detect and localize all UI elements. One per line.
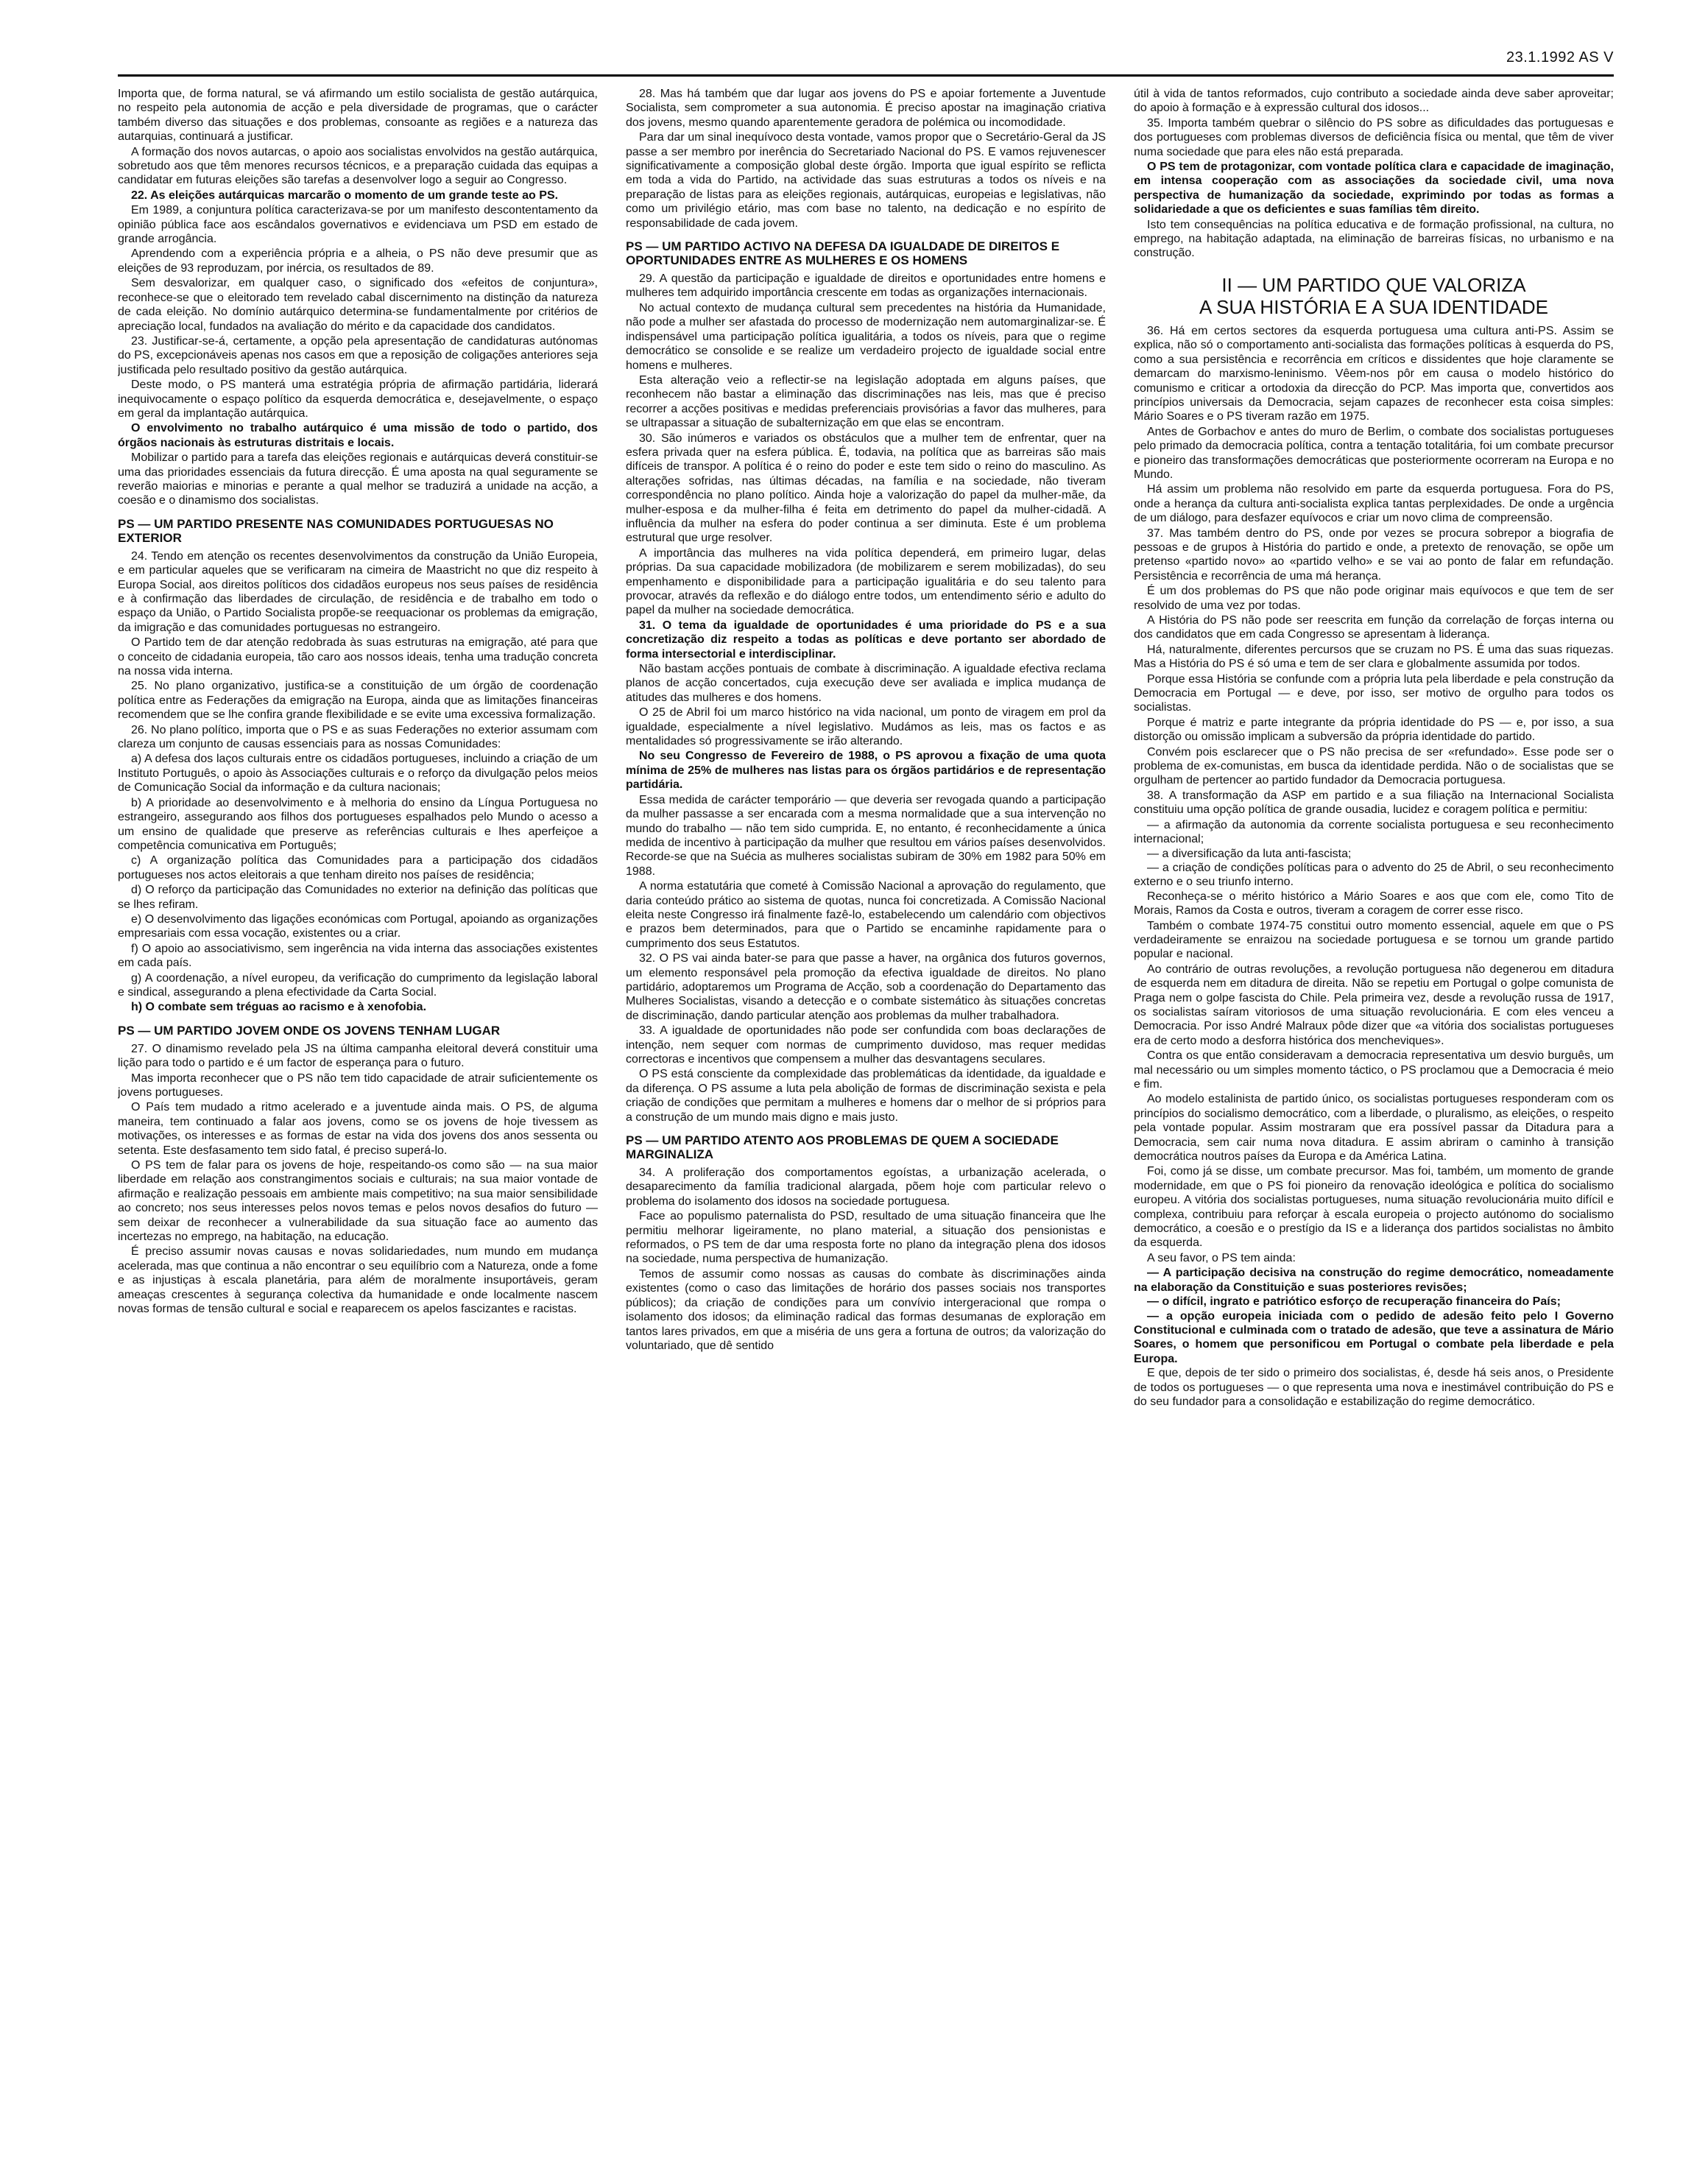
list-item: — a afirmação da autonomia da corrente socialista portuguesa e seu reconhecimento internacional; xyxy=(1134,818,1614,846)
achievement-list xyxy=(1134,818,1614,890)
paragraph: 31. O tema da igualdade de oportunidades é uma prioridade do PS e a sua concretização diz respeito a todas as políticas e deve portanto ser abordado de forma intersectorial e interdisciplinar. xyxy=(626,619,1106,661)
section-heading: PS — UM PARTIDO PRESENTE NAS COMUNIDADES PORTUGUESAS NO EXTERIOR xyxy=(118,516,554,545)
paragraph: 30. São inúmeros e variados os obstáculos que a mulher tem de enfrentar, quer na esfera privada quer na esfera pública. É, todavia, na política que as barreiras são mais difíceis de transpor. A política é o reino do poder e este tem sido o reino do masculino. As alterações sofridas, nas últimas décadas, na família e na sociedade, não tiveram correspondência no plano político. Ainda hoje a valorização do papel da mulher-mãe, da mulher-esposa e da mulher-filha é feita em detrimento do papel da mulher-cidadã. A influência da mulher na esfera do poder continua a ser diminuta. Este é um problema estrutural que urge resolver. xyxy=(626,432,1106,545)
paragraph: 22. As eleições autárquicas marcarão o momento de um grande teste ao PS. xyxy=(131,189,559,202)
list-item: e) O desenvolvimento das ligações económicas com Portugal, apoiando as organizações empresariais com essa vocação, existentes ou a criar. xyxy=(118,912,598,940)
paragraph: O 25 de Abril foi um marco histórico na vida nacional, um ponto de viragem em prol da igualdade, especialmente a nível legislativo. Mudámos as leis, mas os factos e as mentalidades só progressivamente se irão alterando. xyxy=(626,706,1106,748)
list-item: h) O combate sem tréguas ao racismo e à xenofobia. xyxy=(131,1001,427,1014)
paragraph: 32. O PS vai ainda bater-se para que passe a haver, na orgânica dos futuros governos, um elemento responsável pela promoção da efectiva igualdade de direitos. No plano partidário, adoptaremos um Programa de Acção, sob a coordenação do Departamento das Mulheres Socialistas, visando a detecção e o combate sistemático às situações concretas de discriminação, dando particular atenção aos problemas da mulher trabalhadora. xyxy=(626,952,1106,1022)
list-item: f) O apoio ao associativismo, sem ingerência na vida interna das associações existentes em cada país. xyxy=(118,942,598,970)
paragraph: 38. A transformação da ASP em partido e a sua filiação na Internacional Socialista constituiu uma opção política de grande ousadia, lucidez e coragem política e permitiu: xyxy=(1134,789,1614,817)
paragraph: E que, depois de ter sido o primeiro dos socialistas, é, desde há seis anos, o Presidente de todos os portugueses — o que representa uma nova e inestimável contribuição do PS e do seu fundador para a consolidação e estabilização do regime democrático. xyxy=(1134,1367,1614,1408)
paragraph: A formação dos novos autarcas, o apoio aos socialistas envolvidos na gestão autárquica, sobretudo aos que têm menores recursos técnicos, e a preparação cuidada das equipas a candidatar em futuras eleições são tarefas a desenvolver logo a seguir ao Congresso. xyxy=(118,145,598,187)
paragraph: Ao modelo estalinista de partido único, os socialistas portugueses responderam com os princípios do socialismo democrático, com a liberdade, o pluralismo, as eleições, o respeito pela vontade popular. Assim mostraram que era possível passar da Ditadura para a Democracia, sem cair numa nova ditadura. E assim abriram o caminho à transição democrática noutros países da Europa e da América Latina. xyxy=(1134,1093,1614,1164)
chapter-heading-line-1: II — UM PARTIDO QUE VALORIZA xyxy=(1221,273,1526,296)
paragraph: Há assim um problema não resolvido em parte da esquerda portuguesa. Fora do PS, onde a herança da cultura anti-socialista explica tantas perplexidades. De onde a urgência de um diálogo, para desfazer equívocos e criar um novo clima de compreensão. xyxy=(1134,483,1614,525)
list-item: c) A organização política das Comunidades para a participação dos cidadãos portugueses nos actos eleitorais a que tenham direito nos países de residência; xyxy=(118,854,598,881)
paragraph: O PS tem de falar para os jovens de hoje, respeitando-os como são — na sua maior liberdade em relação aos constrangimentos sociais e culturais; na sua maior vontade de afirmação e realização pessoais em ambiente mais competitivo; na sua maior sensibilidade ao concreto; nos seus interesses pelos novos temas e pelos novos desafios do futuro — sem deixar de reconhecer a vulnerabilidade da sua situação face ao aumento das incertezas no emprego, na habitação, na educação. xyxy=(118,1159,598,1244)
paragraph: O PS tem de protagonizar, com vontade política clara e capacidade de imaginação, em intensa cooperação com as associações da sociedade civil, uma nova perspectiva de humanização da sociedade, exprimindo por todas as formas a solidariedade a que os deficientes e suas famílias têm direito. xyxy=(1134,161,1614,217)
paragraph: Convém pois esclarecer que o PS não precisa de ser «refundado». Esse pode ser o problema de ex-comunistas, em busca da identidade perdida. Não o de socialistas que se orgulham de pertencer ao partido fundador da Democracia portuguesa. xyxy=(1134,745,1614,787)
paragraph: 28. Mas há também que dar lugar aos jovens do PS e apoiar fortemente a Juventude Socialista, sem comprometer a sua autonomia. É preciso apostar na imaginação criativa dos jovens, mesmo quando aparentemente geradora de polémica ou incomodidade. xyxy=(626,88,1106,129)
paragraph: 33. A igualdade de oportunidades não pode ser confundida com boas declarações de intenção, nem sequer com normas de cumprimento duvidoso, mas requer medidas correctoras e incentivos que compensem a mulher das desvantagens seculares. xyxy=(626,1024,1106,1066)
paragraph: Mobilizar o partido para a tarefa das eleições regionais e autárquicas deverá constituir-se uma das prioridades essenciais da futura direcção. É uma aposta na qual seguramente se reverão maiorias e minorias e perante a qual melhor se traduzirá a unidade na acção, a coesão e o dinamismo dos socialistas. xyxy=(118,451,598,507)
list-item: a) A defesa dos laços culturais entre os cidadãos portugueses, incluindo a criação de um Instituto Português, o apoio às Associações culturais e o reforço da divulgação pelos meios de Comunicação Social da informação e da cultura nacionais; xyxy=(118,753,598,795)
paragraph: A norma estatutária que cometé à Comissão Nacional a aprovação do regulamento, que daria conteúdo prático ao sistema de quotas, nunca foi concretizada. A Comissão Nacional eleita neste Congresso irá finalmente fazê-lo, estabelecendo um calendário com objectivos e prazos bem determinados, para que o Partido se encaminhe rapidamente para o cumprimento dos seus Estatutos. xyxy=(626,880,1106,950)
paragraph: Contra os que então consideravam a democracia representativa um desvio burguês, um mal necessário ou um simples momento táctico, o PS proclamou que a Democracia é meio e fim. xyxy=(1134,1049,1614,1091)
column-2 xyxy=(626,87,1106,2141)
paragraph: Deste modo, o PS manterá uma estratégia própria de afirmação partidária, liderará inequivocamente o espaço político da esquerda democrática e, desejavelmente, o espaço em geral da implantação autárquica. xyxy=(118,379,598,420)
paragraph: útil à vida de tantos reformados, cujo contributo a sociedade ainda deve saber aproveitar; do apoio à formação e à expressão cultural dos idosos... xyxy=(1134,88,1614,115)
paragraph: O envolvimento no trabalho autárquico é uma missão de todo o partido, dos órgãos nacionais às estruturas distritais e locais. xyxy=(118,422,598,449)
paragraph: Não bastam acções pontuais de combate à discriminação. A igualdade efectiva reclama planos de acção concertados, cuja execução deve ser avaliada e implica mudança de atitudes das mulheres e dos homens. xyxy=(626,663,1106,704)
paragraph: 23. Justificar-se-á, certamente, a opção pela apresentação de candidaturas autónomas do PS, excepcionáveis apenas nos casos em que a reposição de coligações anteriores seja justificada pelo resultado positivo da gestão autárquica. xyxy=(118,334,598,376)
list-item: d) O reforço da participação das Comunidades no exterior na definição das políticas que se lhes refiram. xyxy=(118,884,598,911)
paragraph: Essa medida de carácter temporário — que deveria ser revogada quando a participação da mulher passasse a ser encarada com a mesma normalidade que a sua intervenção no mundo do trabalho — não tem sido cumprida. E, no entanto, é reconhecidamente a única medida de incentivo à participação da mulher que resultou em vários países desenvolvidos. Recorde-se que na Suécia as mulheres socialistas subiram de 30% em 1982 para 50% em 1988. xyxy=(626,793,1106,878)
paragraph: Isto tem consequências na política educativa e de formação profissional, na cultura, no emprego, na habitação adaptada, na eliminação de barreiras físicas, no urbanismo e na construção. xyxy=(1134,218,1614,260)
paragraph: 27. O dinamismo revelado pela JS na última campanha eleitoral deverá constituir uma lição para todo o partido e é um factor de esperança para o futuro. xyxy=(118,1042,598,1070)
list-item: — a diversificação da luta anti-fascista; xyxy=(1147,847,1352,860)
paragraph: 29. A questão da participação e igualdade de direitos e oportunidades entre homens e mulheres tem adquirido importância crescente em todas as organizações internacionais. xyxy=(626,272,1106,300)
paragraph: Reconheça-se o mérito histórico a Mário Soares e aos que com ele, como Tito de Morais, Ramos da Costa e outros, tiveram a coragem de correr esse risco. xyxy=(1134,890,1614,918)
paragraph: 36. Há em certos sectores da esquerda portuguesa uma cultura anti-PS. Assim se explica, não só o comportamento anti-socialista das formações políticas à esquerda do PS, como a sua persistência e recorrência em críticos e dissidentes que hoje claramente se demarcam do marxismo-leninismo. Vêem-nos pôr em causa o modelo histórico do comunismo e criticar a ortodoxia da direcção do PCP. Mas importa que, convertidos aos princípios universais da Democracia, sejam capazes de reconhecer esta coisa simples: Mário Soares e o PS tiveram razão em 1975. xyxy=(1134,324,1614,423)
paragraph: 26. No plano político, importa que o PS e as suas Federações no exterior assumam com clareza um conjunto de causas essenciais para as nossas Comunidades: xyxy=(118,723,598,751)
paragraph: Ao contrário de outras revoluções, a revolução portuguesa não degenerou em ditadura de esquerda nem em ditadura de direita. Não se repetiu em Portugal o golpe comunista de Praga nem o golpe fascista do Chile. Pela primeira vez, desde a revolução russa de 1917, os socialistas saíram vitoriosos de uma situação revolucionária. E com eles venceu a Democracia. Por isso André Malraux pôde dizer que «a vitória dos socialistas portugueses era de certo modo a desforra histórica dos mencheviques». xyxy=(1134,962,1614,1047)
paragraph: A seu favor, o PS tem ainda: xyxy=(1147,1251,1296,1264)
paragraph: A História do PS não pode ser reescrita em função da correlação de forças interna ou dos candidatos que em cada Congresso se apresentam à liderança. xyxy=(1134,614,1614,641)
paragraph: Porque essa História se confunde com a própria luta pela liberdade e pela construção da Democracia em Portugal — e deve, por isso, ser motivo de orgulho para todos os socialistas. xyxy=(1134,672,1614,714)
paragraph: Para dar um sinal inequívoco desta vontade, vamos propor que o Secretário-Geral da JS passe a ser membro por inerência do Secretariado Nacional do PS. E vamos rejuvenescer significativamente a composição global deste órgão. Importa que igual espírito se reflicta em toda a vida do Partido, na actividade das suas estruturas a todos os níveis e na preparação de listas para as eleições regionais, autárquicas, europeias e legislativas, não como um privilégio etário, mas com base no talento, na dedicação e no espírito de responsabilidade de cada jovem. xyxy=(626,131,1106,230)
paragraph: 24. Tendo em atenção os recentes desenvolvimentos da construção da União Europeia, e em particular aqueles que se verificaram na cimeira de Maastricht no que diz respeito à Europa Social, aos direitos políticos dos cidadãos europeus nos seus países de residência e à confirmação das liberdades de circulação, de residência e de trabalho em todo o espaço da União, o Partido Socialista propõe-se reequacionar os problemas da emigração, da imigração e das comunidades portuguesas no estrangeiro. xyxy=(118,549,598,634)
paragraph: 37. Mas também dentro do PS, onde por vezes se procura sobrepor a biografia de pessoas e de grupos à História do partido e onde, a pretexto de renovação, se opõe um pretenso «partido novo» ao «partido velho» e se vai ao ponto de falar em refundação. Persistência e recorrência de uma má herança. xyxy=(1134,527,1614,583)
paragraph: É preciso assumir novas causas e novas solidariedades, num mundo em mudança acelerada, mas que continua a não encontrar o seu equilíbrio com a Natureza, onde a fome e as injustiças à escala planetária, para além de moralmente insuportáveis, geram ameaças crescentes à segurança colectiva da humanidade e onde localmente nascem novas formas de tensão cultural e social e reaparecem os apelos fascizantes e racistas. xyxy=(118,1245,598,1316)
paragraph: O País tem mudado a ritmo acelerado e a juventude ainda mais. O PS, de alguma maneira, tem continuado a falar aos jovens, como se os jovens de hoje tivessem as motivações, os interesses e as formas de estar na vida dos jovens dos anos sessenta ou setenta. Este desfasamento tem sido fatal, é preciso superá-lo. xyxy=(118,1101,598,1157)
paragraph: Há, naturalmente, diferentes percursos que se cruzam no PS. É uma das suas riquezas. Mas a História do PS é só uma e tem de ser clara e globalmente assumida por todos. xyxy=(1134,643,1614,671)
paragraph: Sem desvalorizar, em qualquer caso, o significado dos «efeitos de conjuntura», reconhece-se que o eleitorado tem revelado cabal discernimento na distinção da natureza de cada eleição. No domínio autárquico determina-se fundamentalmente por critérios de apreciação local, fundados na avaliação do mérito e da capacidade dos candidatos. xyxy=(118,277,598,333)
chapter-heading xyxy=(1134,274,1614,318)
list-item: — a criação de condições políticas para o advento do 25 de Abril, o seu reconhecimento externo e o seu triunfo interno. xyxy=(1134,861,1614,889)
paragraph: Também o combate 1974-75 constitui outro momento essencial, aquele em que o PS verdadeiramente se enraizou na sociedade portuguesa e se tornou um grande partido popular e nacional. xyxy=(1134,919,1614,961)
page-date: 23.1.1992 AS V xyxy=(1506,49,1614,66)
paragraph: Importa que, de forma natural, se vá afirmando um estilo socialista de gestão autárquica, no respeito pela autonomia de acção e pela diversidade de programas, que o carácter também diverso das situações e dos problemas, consoante as regiões e a natureza das autarquias, continuará a justificar. xyxy=(118,88,598,144)
merits-list xyxy=(1134,1266,1614,1366)
paragraph: Esta alteração veio a reflectir-se na legislação adoptada em alguns países, que reconhecem não bastar a eliminação das discriminações nas leis, mas que é preciso recorrer a acções positivas e medidas preferenciais provisórias a favor das mulheres, para se ultrapassar a situação de subalternização em que elas se encontram. xyxy=(626,373,1106,430)
paragraph: Face ao populismo paternalista do PSD, resultado de uma situação financeira que lhe permitiu melhorar ligeiramente, no plano material, a situação dos pensionistas e reformados, o PS tem de dar uma resposta forte no plano da integração plena dos idosos na sociedade, numa perspectiva de humanização. xyxy=(626,1210,1106,1266)
paragraph: Mas importa reconhecer que o PS não tem tido capacidade de atrair suficientemente os jovens portugueses. xyxy=(118,1071,598,1099)
paragraph: Foi, como já se disse, um combate precursor. Mas foi, também, um momento de grande modernidade, em que o PS foi pioneiro da renovação ideológica e política do socialismo europeu. A vitória dos socialistas portugueses, numa situação revolucionária muito difícil e complexa, contribuiu para reforçar à escala europeia o projecto autónomo do socialismo democrático, a coesão e o prestígio da IS e a liderança dos partidos socialistas no âmbito da esquerda. xyxy=(1134,1165,1614,1250)
list-item: g) A coordenação, a nível europeu, da verificação do cumprimento da legislação laboral e sindical, assegurando a plena efectividade da Carta Social. xyxy=(118,971,598,999)
paragraph: Temos de assumir como nossas as causas do combate às discriminações ainda existentes (como o caso das limitações de horário dos passes sociais nos transportes públicos); da criação de condições para um convívio intergeracional que rompa o isolamento dos idosos; da eliminação radical das formas desumanas de exploração em tantos lares privados, em que a miséria de uns gera a fortuna de outros; da valorização do voluntariado, que dê sentido xyxy=(626,1267,1106,1352)
paragraph: No seu Congresso de Fevereiro de 1988, o PS aprovou a fixação de uma quota mínima de 25% de mulheres nas listas para os órgãos partidários e de representação partidária. xyxy=(626,750,1106,792)
paragraph: 35. Importa também quebrar o silêncio do PS sobre as dificuldades das portuguesas e dos portugueses com problemas diversos de deficiência física ou mental, que têm de viver numa sociedade que para eles não está preparada. xyxy=(1134,116,1614,158)
article-body xyxy=(118,87,1614,2141)
paragraph: 34. A proliferação dos comportamentos egoístas, a urbanização acelerada, o desaparecimento da família tradicional alargada, põem hoje com particular relevo o problema do isolamento dos idosos na sociedade portuguesa. xyxy=(626,1166,1106,1208)
section-heading: PS — UM PARTIDO ATENTO AOS PROBLEMAS DE QUEM A SOCIEDADE MARGINALIZA xyxy=(626,1133,1059,1162)
list-item: b) A prioridade ao desenvolvimento e à melhoria do ensino da Língua Portuguesa no estrangeiro, assegurando aos filhos dos portugueses espalhados pelo Mundo o acesso a um ensino de qualidade que preserve as referências culturais e lhes aperfeiçoe a competência comunicativa em Português; xyxy=(118,796,598,852)
paragraph: O Partido tem de dar atenção redobrada às suas estruturas na emigração, até para que o conceito de cidadania europeia, tão caro aos nossos ideais, tenha uma tradução concreta na nossa vida interna. xyxy=(118,636,598,678)
paragraph: 25. No plano organizativo, justifica-se a constituição de um órgão de coordenação política entre as Federações da emigração na Europa, ainda que as limitações financeiras recomendem que se lhe confira grande flexibilidade e se evite uma excessiva formalização. xyxy=(118,680,598,722)
page-header xyxy=(118,29,1614,77)
paragraph: Em 1989, a conjuntura política caracterizava-se por um manifesto descontentamento da opinião pública face aos escândalos governativos e evidenciava um PSD em estado de grande arrogância. xyxy=(118,204,598,246)
list-item: — a opção europeia iniciada com o pedido de adesão feito pelo I Governo Constitucional e culminada com o tratado de adesão, que teve a assinatura de Mário Soares, o homem que personificou em Portugal o combate pela liberdade e pela Europa. xyxy=(1134,1309,1614,1365)
section-heading: PS — UM PARTIDO ACTIVO NA DEFESA DA IGUALDADE DE DIREITOS E OPORTUNIDADES ENTRE AS MULHERES E OS HOMENS xyxy=(626,239,1060,268)
paragraph: O PS está consciente da complexidade das problemáticas da identidade, da igualdade e da diferença. O PS assume a luta pela abolição de formas de discriminação sexista e pela criação de condições que permitam a mulheres e homens dar o melhor de si próprios para a construção de um mundo mais digno e mais justo. xyxy=(626,1068,1106,1124)
list-item: — o difícil, ingrato e patriótico esforço de recuperação financeira do País; xyxy=(1147,1295,1561,1309)
paragraph: É um dos problemas do PS que não pode originar mais equívocos e que tem de ser resolvido de uma vez por todas. xyxy=(1134,585,1614,612)
header-rule xyxy=(118,74,1614,77)
section-heading: PS — UM PARTIDO JOVEM ONDE OS JOVENS TENHAM LUGAR xyxy=(118,1023,501,1038)
column-1 xyxy=(118,87,598,2141)
list-item: — A participação decisiva na construção do regime democrático, nomeadamente na elaboração da Constituição e suas posteriores revisões; xyxy=(1134,1267,1614,1294)
paragraph: A importância das mulheres na vida política dependerá, em primeiro lugar, delas próprias. Da sua capacidade mobilizadora (de mobilizarem e serem mobilizadas), do seu empenhamento e disponibilidade para a participação igualitária e do seu talento para provocar, através da reflexão e do diálogo entre todos, um entendimento sério e adulto do papel da mulher na sociedade democrática. xyxy=(626,546,1106,617)
chapter-heading-line-2: A SUA HISTÓRIA E A SUA IDENTIDADE xyxy=(1199,295,1548,318)
paragraph: Aprendendo com a experiência própria e a alheia, o PS não deve presumir que as eleições de 93 reproduzam, por inércia, os resultados de 89. xyxy=(118,247,598,275)
paragraph: Antes de Gorbachov e antes do muro de Berlim, o combate dos socialistas portugueses pelo primado da democracia política, contra a tentação totalitária, foi um combate precursor e pioneiro das transformações democráticas que posteriormente ocorreram na Europa e no Mundo. xyxy=(1134,425,1614,481)
column-3 xyxy=(1134,87,1614,2141)
paragraph: Porque é matriz e parte integrante da própria identidade do PS — e, por isso, a sua distorção ou omissão implicam a subversão da própria identidade do partido. xyxy=(1134,716,1614,744)
paragraph: No actual contexto de mudança cultural sem precedentes na história da Humanidade, não pode a mulher ser afastada do processo de modernização nem automarginalizar-se. É indispensável uma participação política igualitária, a todos os níveis, para que o regime democrático se consolide e se realize um verdadeiro projecto de igualdade social entre homens e mulheres. xyxy=(626,301,1106,372)
